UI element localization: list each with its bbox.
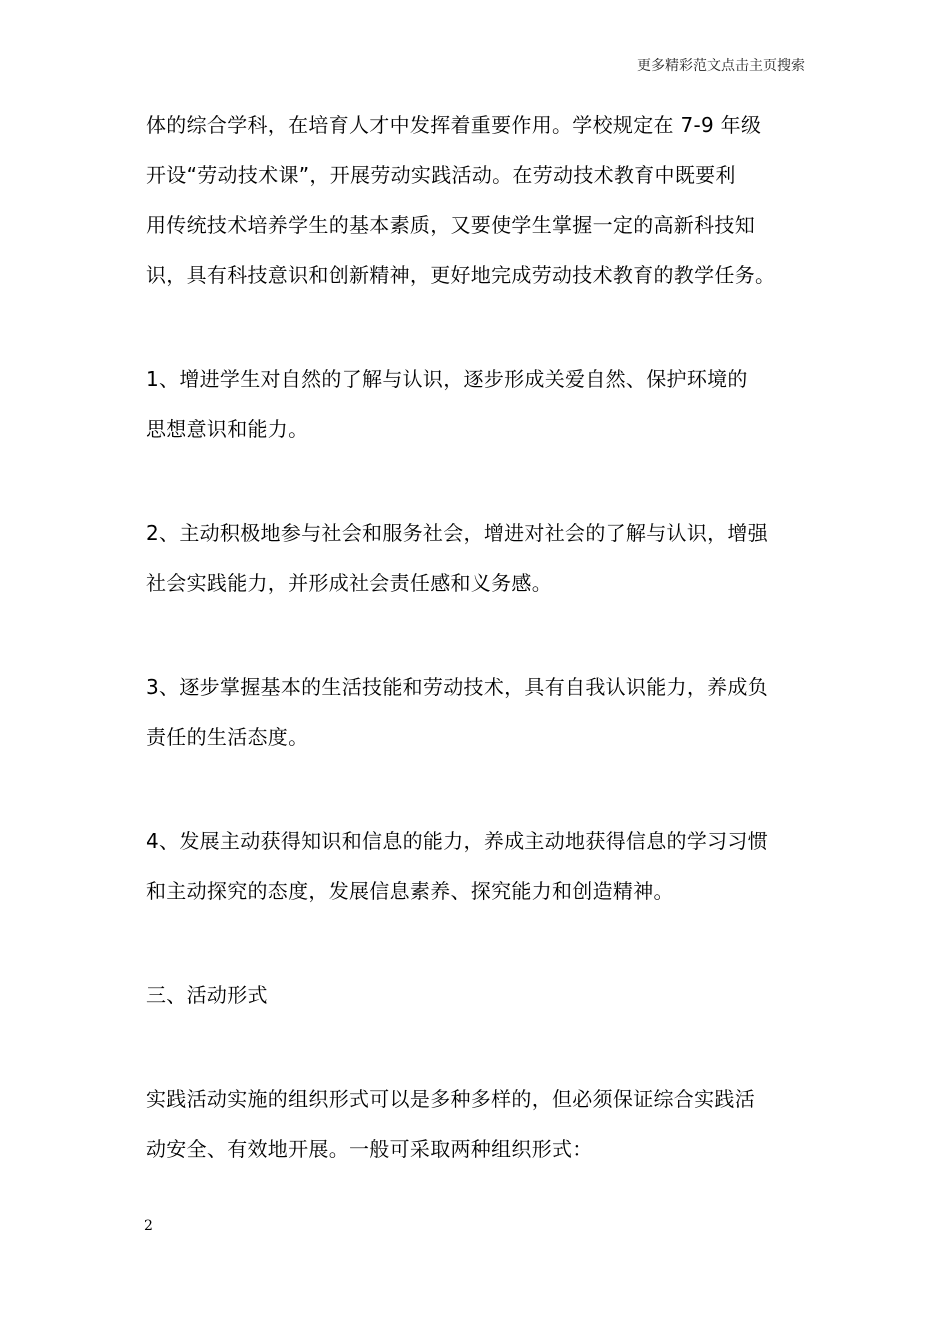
document-body bbox=[146, 100, 810, 1174]
section-heading bbox=[146, 970, 810, 1020]
goal-item-2 bbox=[146, 508, 810, 608]
goal-item-4 bbox=[146, 816, 810, 916]
text-line: 社会实践能力，并形成社会责任感和义务感。 bbox=[146, 571, 552, 595]
page-number: 2 bbox=[144, 1218, 153, 1234]
text-line: 用传统技术培养学生的基本素质，又要使学生掌握一定的高新科技知 bbox=[146, 213, 755, 237]
text-line: 2、主动积极地参与社会和服务社会，增进对社会的了解与认识，增强 bbox=[146, 521, 769, 545]
goal-item-3 bbox=[146, 662, 810, 762]
text-line: 责任的生活态度。 bbox=[146, 725, 309, 749]
goal-item-1 bbox=[146, 354, 810, 454]
text-line: 实践活动实施的组织形式可以是多种多样的，但必须保证综合实践活 bbox=[146, 1087, 755, 1111]
text-line: 识，具有科技意识和创新精神，更好地完成劳动技术教育的教学任务。 bbox=[146, 263, 776, 287]
text-line: 1、增进学生对自然的了解与认识，逐步形成关爱自然、保护环境的 bbox=[146, 367, 748, 391]
text-line: 4、发展主动获得知识和信息的能力，养成主动地获得信息的学习习惯 bbox=[146, 829, 769, 853]
text-line: 体的综合学科，在培育人才中发挥着重要作用。学校规定在 7-9 年级 bbox=[146, 113, 762, 137]
paragraph-intro bbox=[146, 100, 810, 300]
text-line: 开设“劳动技术课”，开展劳动实践活动。在劳动技术教育中既要利 bbox=[146, 163, 736, 187]
text-line: 和主动探究的态度，发展信息素养、探究能力和创造精神。 bbox=[146, 879, 674, 903]
text-line: 3、逐步掌握基本的生活技能和劳动技术，具有自我认识能力，养成负 bbox=[146, 675, 769, 699]
paragraph-forms bbox=[146, 1074, 810, 1174]
text-line: 思想意识和能力。 bbox=[146, 417, 309, 441]
heading-text: 三、活动形式 bbox=[146, 983, 268, 1007]
text-line: 动安全、有效地开展。一般可采取两种组织形式： bbox=[146, 1137, 593, 1161]
header-link[interactable]: 更多精彩范文点击主页搜索 bbox=[637, 58, 805, 74]
